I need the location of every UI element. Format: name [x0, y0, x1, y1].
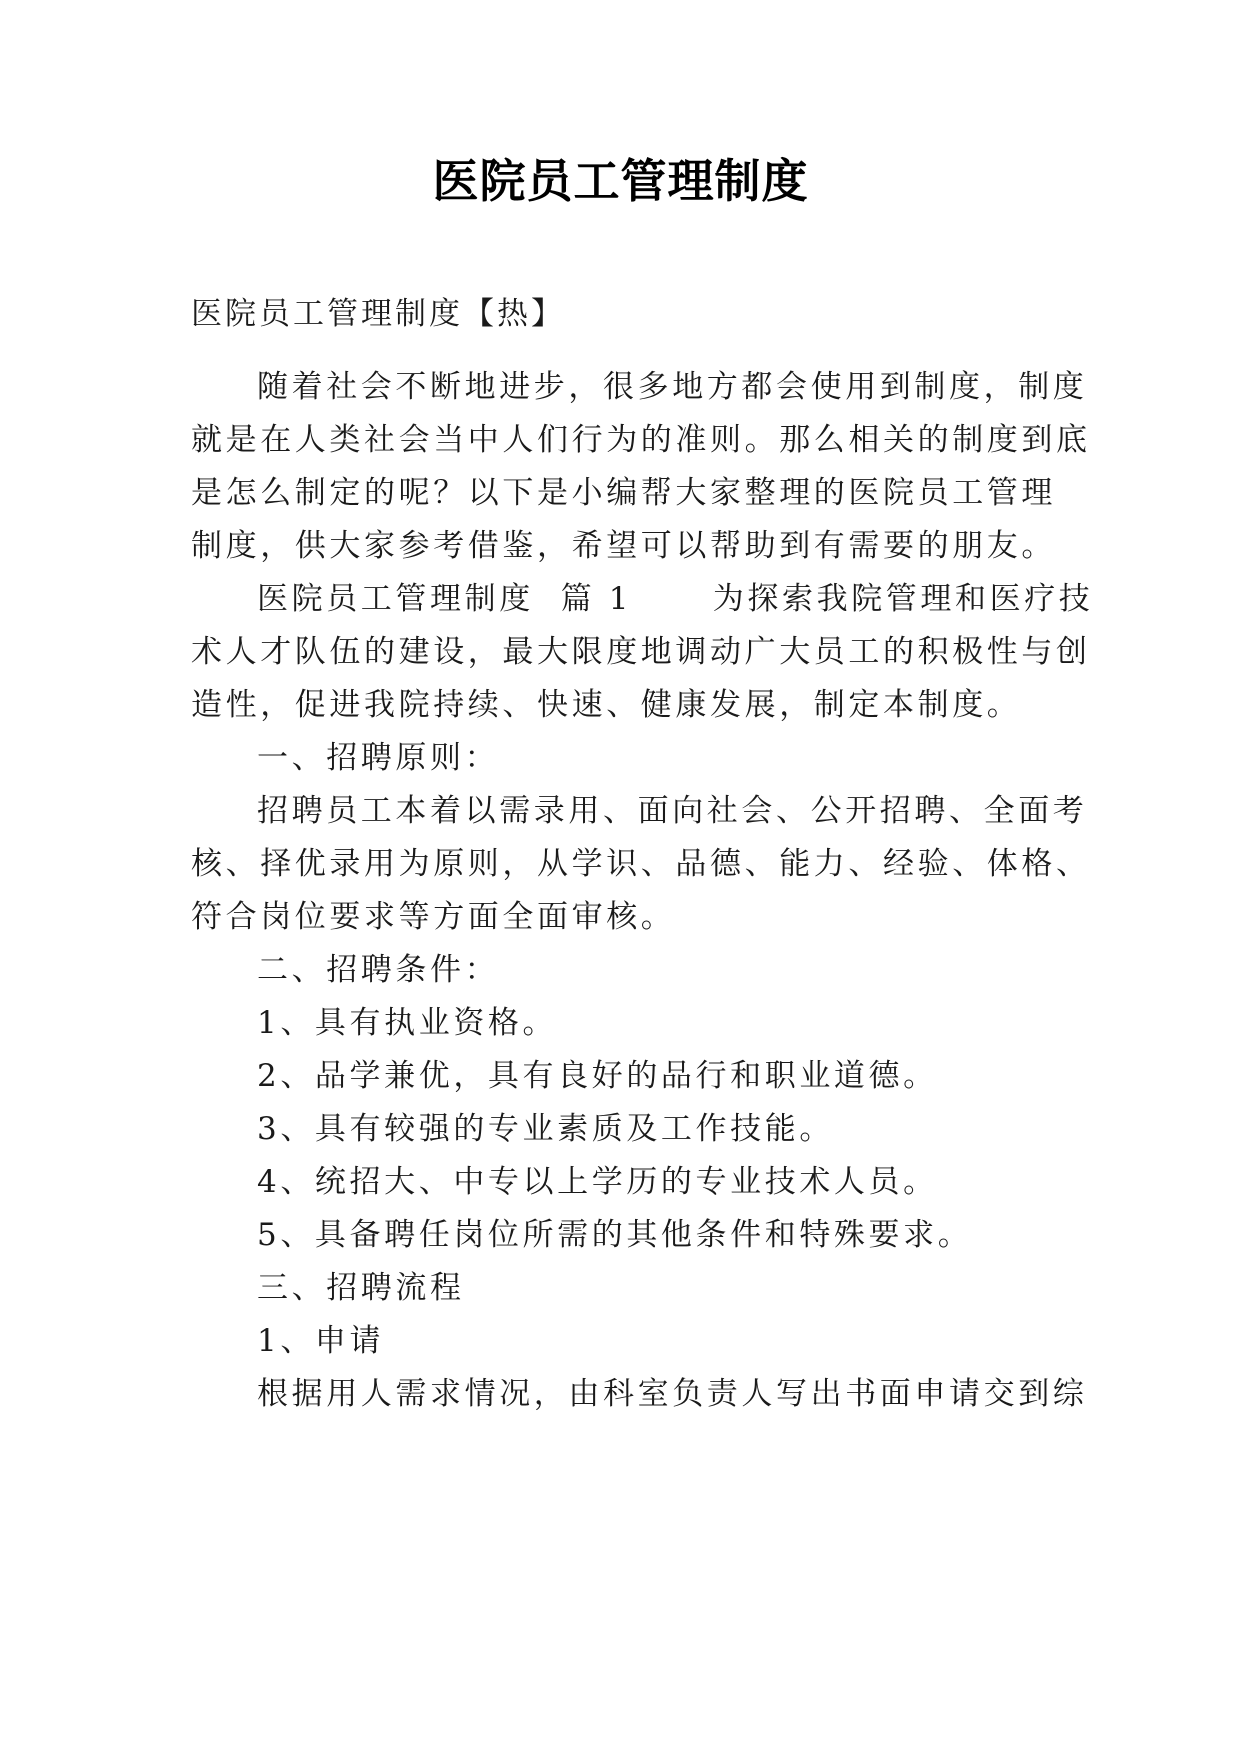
body-line: 符合岗位要求等方面全面审核。	[191, 899, 676, 935]
list-item: 1、申请	[257, 1323, 385, 1359]
body-line: 制度，供大家参考借鉴，希望可以帮助到有需要的朋友。	[191, 528, 1056, 564]
section-heading: 一、招聘原则：	[257, 740, 500, 776]
document-subtitle: 医院员工管理制度【热】	[191, 296, 565, 332]
list-item: 3、具有较强的专业素质及工作技能。	[257, 1111, 834, 1147]
body-line: 造性，促进我院持续、快速、健康发展，制定本制度。	[191, 687, 1022, 723]
section-heading: 三、招聘流程	[257, 1270, 465, 1306]
body-line: 根据用人需求情况，由科室负责人写出书面申请交到综	[257, 1376, 1088, 1412]
section-heading: 二、招聘条件：	[257, 952, 500, 988]
body-line: 随着社会不断地进步，很多地方都会使用到制度，制度	[257, 369, 1088, 405]
body-line: 就是在人类社会当中人们行为的准则。那么相关的制度到底	[191, 422, 1091, 458]
list-item: 5、具备聘任岗位所需的其他条件和特殊要求。	[257, 1217, 973, 1253]
list-item: 2、品学兼优，具有良好的品行和职业道德。	[257, 1058, 938, 1094]
body-line: 是怎么制定的呢？以下是小编帮大家整理的医院员工管理	[191, 475, 1056, 511]
body-line: 招聘员工本着以需录用、面向社会、公开招聘、全面考	[257, 793, 1088, 829]
list-item: 1、具有执业资格。	[257, 1005, 558, 1041]
body-line: 医院员工管理制度 篇 1 为探索我院管理和医疗技	[257, 581, 1094, 617]
body-line: 核、择优录用为原则，从学识、品德、能力、经验、体格、	[191, 846, 1091, 882]
body-line: 术人才队伍的建设，最大限度地调动广大员工的积极性与创	[191, 634, 1091, 670]
list-item: 4、统招大、中专以上学历的专业技术人员。	[257, 1164, 938, 1200]
document-title: 医院员工管理制度	[432, 154, 809, 208]
